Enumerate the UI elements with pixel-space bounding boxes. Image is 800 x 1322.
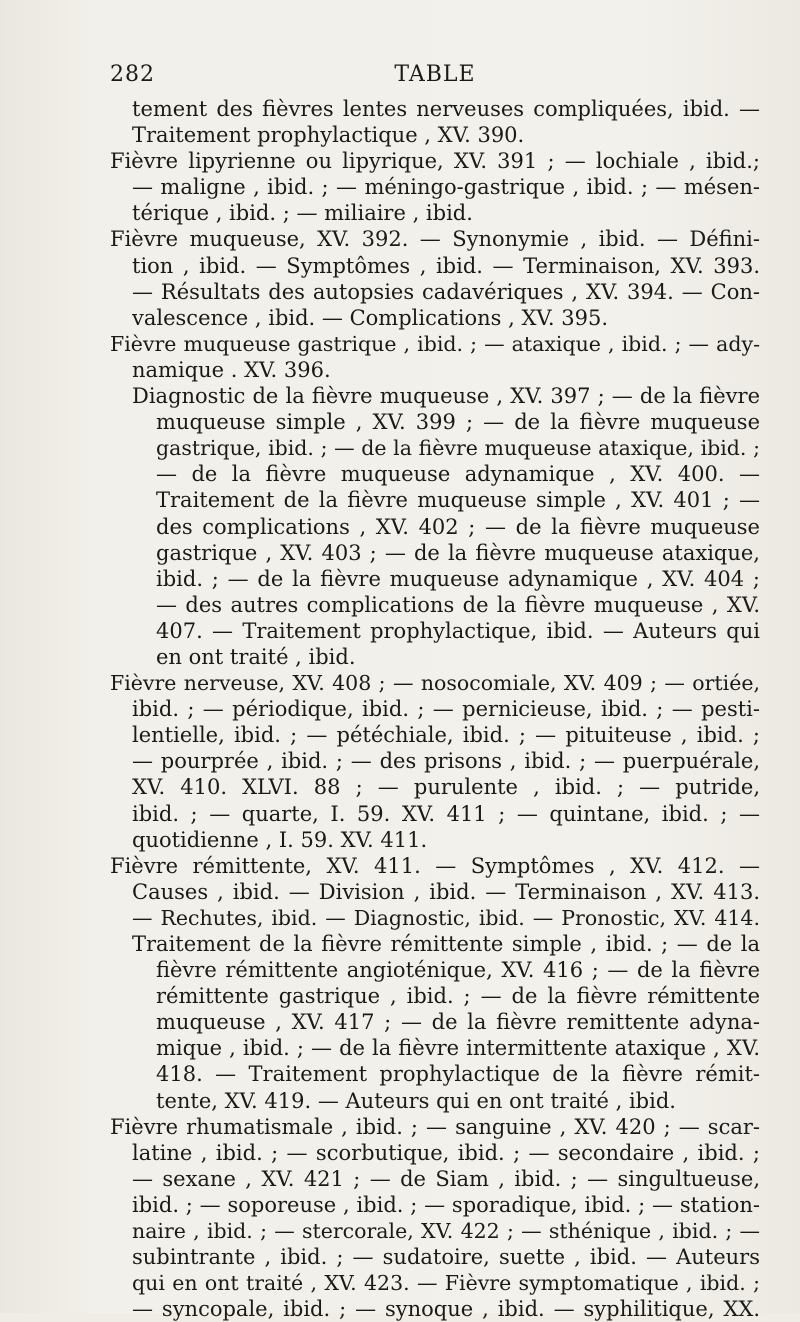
text-line: Traitement de la fièvre muqueuse simple , XV. 401 ; — [156, 488, 760, 513]
text-line: térique , ibid. ; — miliaire , ibid. [132, 201, 473, 226]
text-line: — de la fièvre muqueuse adynamique , XV. 400. — [156, 462, 760, 487]
text-line: — maligne , ibid. ; — méningo-gastrique , ibid. ; — mésen- [132, 175, 760, 200]
text-line: rémittente gastrique , ibid. ; — de la fièvre rémittente [156, 984, 760, 1009]
text-line: gastrique , XV. 403 ; — de la fièvre muqueuse ataxique, [156, 540, 760, 565]
text-line: — Rechutes, ibid. — Diagnostic, ibid. — Pronostic, XV. 414. [132, 905, 760, 930]
text-line: des complications , XV. 402 ; — de la fièvre muqueuse [156, 514, 760, 539]
text-line: Traitement de la fièvre rémittente simple , ibid. ; — de la [132, 932, 760, 956]
running-title: TABLE [394, 62, 476, 87]
text-line: ibid. ; — périodique, ibid. ; — pernicieuse, ibid. ; — pesti- [132, 697, 760, 722]
text-line: — Résultats des autopsies cadavériques , XV. 394. — Con- [132, 279, 760, 304]
index-entries [110, 96, 760, 1322]
text-line: quotidienne , I. 59. XV. 411. [132, 827, 428, 852]
text-line: gastrique, ibid. ; — de la fièvre muqueuse ataxique, ibid. ; [156, 436, 760, 461]
text-line: Fièvre nerveuse, XV. 408 ; — nosocomiale, XV. 409 ; — ortiée, [110, 671, 760, 696]
text-line: Fièvre muqueuse, XV. 392. — Synonymie , ibid. — Défini- [110, 227, 760, 252]
text-line: 418. — Traitement prophylactique de la fièvre rémit- [156, 1062, 760, 1087]
text-line: Diagnostic de la fièvre muqueuse , XV. 397 ; — de la fièvre [132, 384, 760, 409]
text-line: Fièvre muqueuse gastrique , ibid. ; — ataxique , ibid. ; — ady- [110, 331, 760, 356]
text-line: Traitement prophylactique , XV. 390. [132, 123, 525, 148]
text-line: ibid. ; — de la fièvre muqueuse adynamique , XV. 404 ; [156, 566, 760, 591]
text-line: muqueuse , XV. 417 ; — de la fièvre remittente adyna- [156, 1010, 760, 1035]
text-line: fièvre rémittente angioténique, XV. 416 ; — de la fièvre [156, 958, 760, 983]
text-line: Causes , ibid. — Division , ibid. — Terminaison , XV. 413. [132, 879, 760, 904]
text-line: naire , ibid. ; — stercorale, XV. 422 ; — sthénique , ibid. ; — [132, 1219, 760, 1244]
text-line: Fièvre rhumatismale , ibid. ; — sanguine , XV. 420 ; — scar- [110, 1114, 760, 1139]
text-line: Fièvre lipyrienne ou lipyrique, XV. 391 ; — lochiale , ibid.; [110, 149, 760, 174]
text-line: latine , ibid. ; — scorbutique, ibid. ; — secondaire , ibid. ; [132, 1140, 760, 1165]
text-line: XV. 410. XLVI. 88 ; — purulente , ibid. ; — putride, [132, 775, 760, 800]
text-line: — sexane , XV. 421 ; — de Siam , ibid. ; — singultueuse, [132, 1166, 760, 1191]
text-line: Fièvre rémittente, XV. 411. — Symptômes , XV. 412. — [110, 853, 760, 878]
text-line: tente, XV. 419. — Auteurs qui en ont traité , ibid. [156, 1088, 676, 1113]
text-line: 407. — Traitement prophylactique, ibid. — Auteurs qui [156, 618, 760, 643]
text-line: namique . XV. 396. [132, 357, 331, 382]
text-line: ibid. ; — soporeuse , ibid. ; — sporadique, ibid. ; — station- [132, 1192, 760, 1217]
text-line: en ont traité , ibid. [156, 644, 356, 669]
text-line: tion , ibid. — Symptômes , ibid. — Terminaison, XV. 393. [132, 253, 760, 278]
text-line: mique , ibid. ; — de la fièvre intermittente ataxique , XV. [156, 1036, 760, 1061]
text-line: tement des fièvres lentes nerveuses compliquées, ibid. — [132, 97, 760, 121]
text-line: — syncopale, ibid. ; — synoque , ibid. — syphilitique, XX. [132, 1297, 760, 1322]
text-line: qui en ont traité , XV. 423. — Fièvre symptomatique , ibid. ; [132, 1271, 760, 1296]
text-line: — pourprée , ibid. ; — des prisons , ibid. ; — puerpuérale, [132, 749, 760, 774]
text-line: lentielle, ibid. ; — pétéchiale, ibid. ; — pituiteuse , ibid. ; [132, 723, 760, 748]
page-number: 282 [110, 62, 155, 87]
text-line: muqueuse simple , XV. 399 ; — de la fièvre muqueuse [156, 410, 760, 435]
text-line: — des autres complications de la fièvre muqueuse , XV. [156, 592, 760, 617]
text-line: valescence , ibid. — Complications , XV. 395. [132, 305, 609, 330]
page-header [110, 62, 760, 92]
text-line: subintrante , ibid. ; — sudatoire, suette , ibid. — Auteurs [132, 1245, 760, 1270]
text-line: ibid. ; — quarte, I. 59. XV. 411 ; — quintane, ibid. ; — [132, 801, 760, 826]
